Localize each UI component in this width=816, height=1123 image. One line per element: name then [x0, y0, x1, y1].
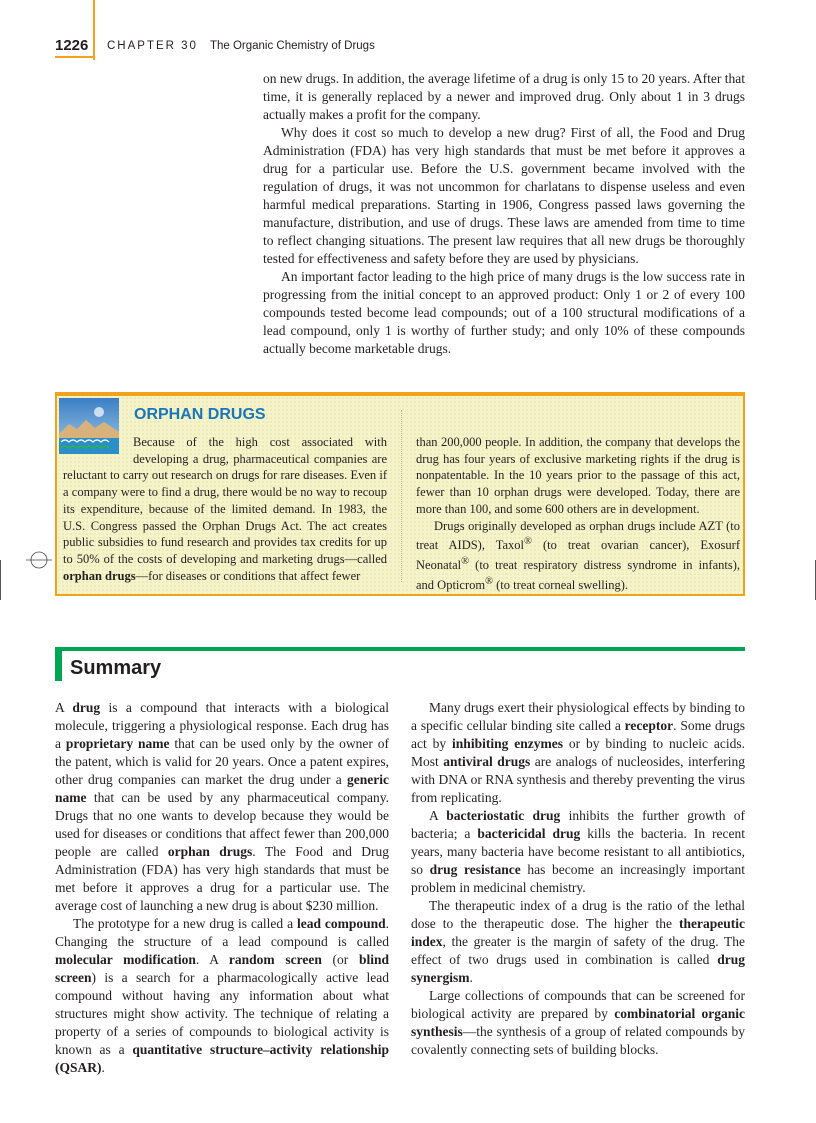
summary-column-left	[55, 699, 389, 1077]
key-term: bacteriostatic drug	[446, 808, 561, 823]
intro-text	[263, 70, 745, 358]
intro-paragraph: on new drugs. In addition, the average lifetime of a drug is only 15 to 20 years. After that time, it is generally replaced by a newer and improved drug. Only about 1 in 3 drugs actually makes a profit for the company.	[263, 71, 745, 122]
key-term: generic name	[55, 772, 389, 805]
orphan-drugs-box	[55, 392, 745, 596]
box-text: (to treat respiratory distress syndrome in infants), and Opticrom	[416, 558, 740, 593]
summary-text: ) is a search for a pharmacologically active lead compound without having any information about what structures might show activity. The technique of relating a property of a series of compounds to biological activity is known as a	[55, 970, 389, 1057]
summary-text: kills the bacteria. In recent years, many bacteria have become resistant to all antibiotics, so	[411, 826, 745, 877]
summary-text: The therapeutic index of a drug is the ratio of the lethal dose to the therapeutic dose. The higher the	[411, 898, 745, 931]
summary-paragraph	[55, 699, 389, 915]
key-term: inhibiting enzymes	[452, 736, 563, 751]
box-term: orphan drugs	[63, 568, 136, 583]
header-rule	[93, 0, 95, 60]
key-term: quantitative structure–activity relationship (QSAR)	[55, 1042, 389, 1075]
intro-paragraph: An important factor leading to the high price of many drugs is the low success rate in progressing from the initial concept to an approved product: Only 1 or 2 of every 100 compounds tested become lead compounds; out of a 100 structural modifications of a lead compound, only 1 is worthy of further study; and only 10% of these compounds actually become marketable drugs.	[263, 269, 745, 356]
registration-mark-icon	[26, 547, 52, 573]
summary-text: . Changing the structure of a lead compound is called	[55, 916, 389, 949]
registered-mark: ®	[485, 575, 494, 587]
column-divider	[401, 410, 402, 582]
key-term: random screen	[228, 952, 322, 967]
box-text: —for diseases or conditions that affect fewer	[135, 568, 361, 583]
box-paragraph: than 200,000 people. In addition, the company that develops the drug has four years of exclusive marketing rights if the drug is nonpatentable. In the 10 years prior to the passage of this act, fewer than 10 orphan drugs were developed. Today, there are more than 100, and some 600 others are in development.	[416, 435, 740, 516]
summary-text: —the synthesis of a group of related compounds by covalently connecting sets of building blocks.	[411, 1024, 745, 1057]
summary-text: Many drugs exert their physiological effects by binding to a specific cellular binding site called a	[411, 700, 745, 733]
summary-accent-bar	[55, 651, 62, 681]
summary-text: is a compound that interacts with a biological molecule, triggering a physiological response. Each drug has a	[55, 700, 389, 751]
summary-text: .	[101, 1060, 105, 1075]
box-text: Drugs originally developed as orphan drugs include AZT (to treat AIDS), Taxol	[416, 518, 740, 553]
summary-column-right	[411, 699, 745, 1059]
summary-paragraph	[411, 897, 745, 987]
summary-text: inhibits the further growth of bacteria; a	[411, 808, 745, 841]
key-term: receptor	[624, 718, 674, 733]
summary-text: that can be used by any pharmaceutical company. Drugs that no one wants to develop because they would be used for diseases or conditions that affect fewer than 200,000 people are called	[55, 790, 389, 859]
box-text: (to treat ovarian cancer), Exosurf Neonatal	[416, 538, 740, 573]
summary-text: are analogs of nucleosides, interfering with DNA or RNA synthesis and thereby preventing the virus from replicating.	[411, 754, 745, 805]
summary-text: Large collections of compounds that can be screened for biological activity are prepared by	[411, 988, 745, 1021]
box-paragraph	[416, 518, 740, 594]
registered-mark: ®	[461, 556, 470, 568]
box-column-left	[63, 434, 387, 584]
chapter-title: The Organic Chemistry of Drugs	[209, 40, 375, 52]
running-head	[107, 40, 375, 52]
summary-text: The prototype for a new drug is called a	[73, 916, 297, 931]
summary-text: . The Food and Drug Administration (FDA) has very high standards that must be met before it approves a drug for a particular use. The average cost of launching a new drug is about $230 million.	[55, 844, 389, 913]
summary-rule	[55, 647, 745, 651]
icon-wrap-space	[63, 434, 133, 467]
summary-text: or by binding to nucleic acids. Most	[411, 736, 745, 769]
key-term: drug resistance	[429, 862, 521, 877]
registered-mark: ®	[524, 536, 532, 548]
key-term: proprietary name	[65, 736, 170, 751]
summary-paragraph	[411, 699, 745, 807]
summary-text: A	[55, 700, 73, 715]
page-number: 1226	[55, 37, 89, 54]
key-term: blind screen	[55, 952, 389, 985]
summary-text: . Some drugs act by	[411, 718, 745, 751]
key-term: combinatorial organic synthesis	[411, 1006, 745, 1039]
summary-text: . A	[195, 952, 229, 967]
chapter-label: CHAPTER 30	[107, 40, 198, 52]
summary-text: A	[429, 808, 447, 823]
box-title: ORPHAN DRUGS	[134, 406, 266, 423]
summary-paragraph	[411, 807, 745, 897]
summary-text: has become an increasingly important problem in medicinal chemistry.	[411, 862, 745, 895]
key-term: antiviral drugs	[443, 754, 531, 769]
key-term: molecular modification	[55, 952, 196, 967]
key-term: drug	[72, 700, 101, 715]
summary-text: (or	[321, 952, 359, 967]
key-term: orphan drugs	[167, 844, 253, 859]
box-text: Because of the high cost associated with developing a drug, pharmaceutical companies are reluctant to carry out research on drugs for rare diseases. Even if a company were to find a drug, there would be no way to recoup its expenditure, because of the limited demand. In 1983, the U.S. Congress passed the Orphan Drugs Act. The act creates public subsidies to fund research and provides tax credits for up to 50% of the costs of developing and marketing drugs—called	[63, 435, 387, 566]
summary-text: that can be used only by the owner of the patent, which is valid for 20 years. Once a patent expires, other drug companies can market the drug under a	[55, 736, 389, 787]
summary-text: , the greater is the margin of safety of the drug. The effect of two drugs used in combination is called	[411, 934, 745, 967]
summary-paragraph	[411, 987, 745, 1059]
box-text: (to treat corneal swelling).	[493, 578, 629, 593]
key-term: drug synergism	[411, 952, 745, 985]
summary-paragraph	[55, 915, 389, 1077]
key-term: bactericidal drug	[477, 826, 581, 841]
box-column-right	[416, 434, 740, 594]
summary-heading: Summary	[70, 657, 162, 679]
trim-mark	[0, 560, 1, 600]
page-number-underline	[55, 56, 95, 58]
key-term: therapeutic index	[411, 916, 745, 949]
key-term: lead compound	[296, 916, 386, 931]
intro-paragraph: Why does it cost so much to develop a new drug? First of all, the Food and Drug Administration (FDA) has very high standards that must be met before it approves a drug for a particular use. Before the U.S. government became involved with the regulation of drugs, it was not uncommon for charlatans to dispense useless and even harmful medical preparations. Starting in 1906, Congress passed laws governing the manufacture, distribution, and use of drugs. These laws are amended from time to time to reflect changing situations. The present law requires that all new drugs be thoroughly tested for effectiveness and safety before they are used by physicians.	[263, 125, 745, 266]
summary-text: .	[469, 970, 473, 985]
